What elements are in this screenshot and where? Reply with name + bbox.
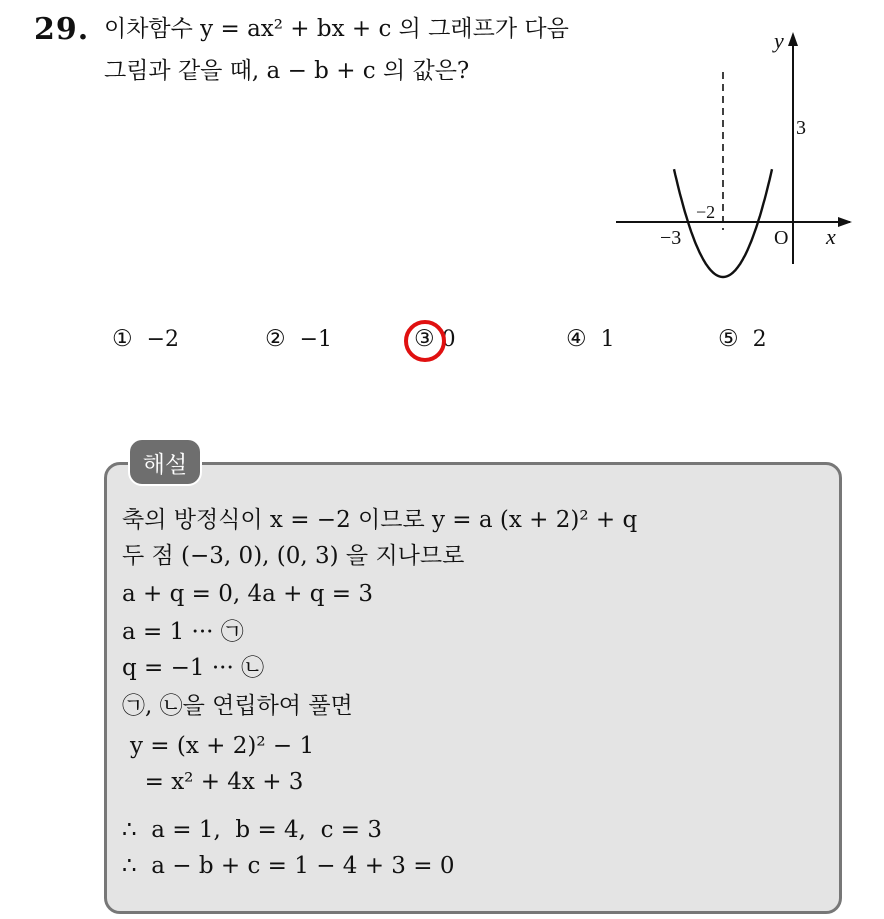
solution-line: a = 1 ··· ㉠ [122, 619, 244, 645]
option-1[interactable]: ① −2 [112, 326, 180, 352]
question-text-line-2: 그림과 같을 때, a − b + c 의 값은? [104, 58, 470, 84]
solution-line: q = −1 ··· ㉡ [122, 655, 265, 681]
solution-line: 두 점 (−3, 0), (0, 3) 을 지나므로 [122, 543, 465, 569]
option-3[interactable]: ③ 0 [414, 326, 456, 352]
solution-line: ∴ a − b + c = 1 − 4 + 3 = 0 [122, 853, 455, 879]
y-axis-label: y [774, 28, 784, 53]
x-axis-arrow [838, 217, 852, 227]
selected-answer-circle [404, 320, 446, 362]
y-intercept-label: 3 [796, 117, 806, 139]
solution-line: ㉠, ㉡을 연립하여 풀면 [122, 693, 353, 719]
axis-of-symmetry-label: −2 [696, 202, 716, 222]
solution-line: 축의 방정식이 x = −2 이므로 y = a (x + 2)² + q [122, 507, 638, 533]
y-axis-arrow [788, 32, 798, 46]
x-intercept-label: −3 [660, 227, 682, 249]
option-5[interactable]: ⑤ 2 [718, 326, 767, 352]
solution-line: ∴ a = 1, b = 4, c = 3 [122, 817, 383, 843]
option-4[interactable]: ④ 1 [566, 326, 615, 352]
parabola-graph [600, 20, 860, 280]
solution-line: y = (x + 2)² − 1 [130, 733, 315, 759]
question-text-line-1: 이차함수 y = ax² + bx + c 의 그래프가 다음 [104, 16, 569, 42]
solution-line: = x² + 4x + 3 [130, 769, 304, 795]
solution-tab: 해설 [128, 438, 202, 486]
option-2[interactable]: ② −1 [265, 326, 333, 352]
origin-label: O [774, 227, 789, 249]
question-number: 29. [34, 12, 90, 47]
x-axis-label: x [826, 224, 836, 249]
solution-line: a + q = 0, 4a + q = 3 [122, 581, 373, 607]
